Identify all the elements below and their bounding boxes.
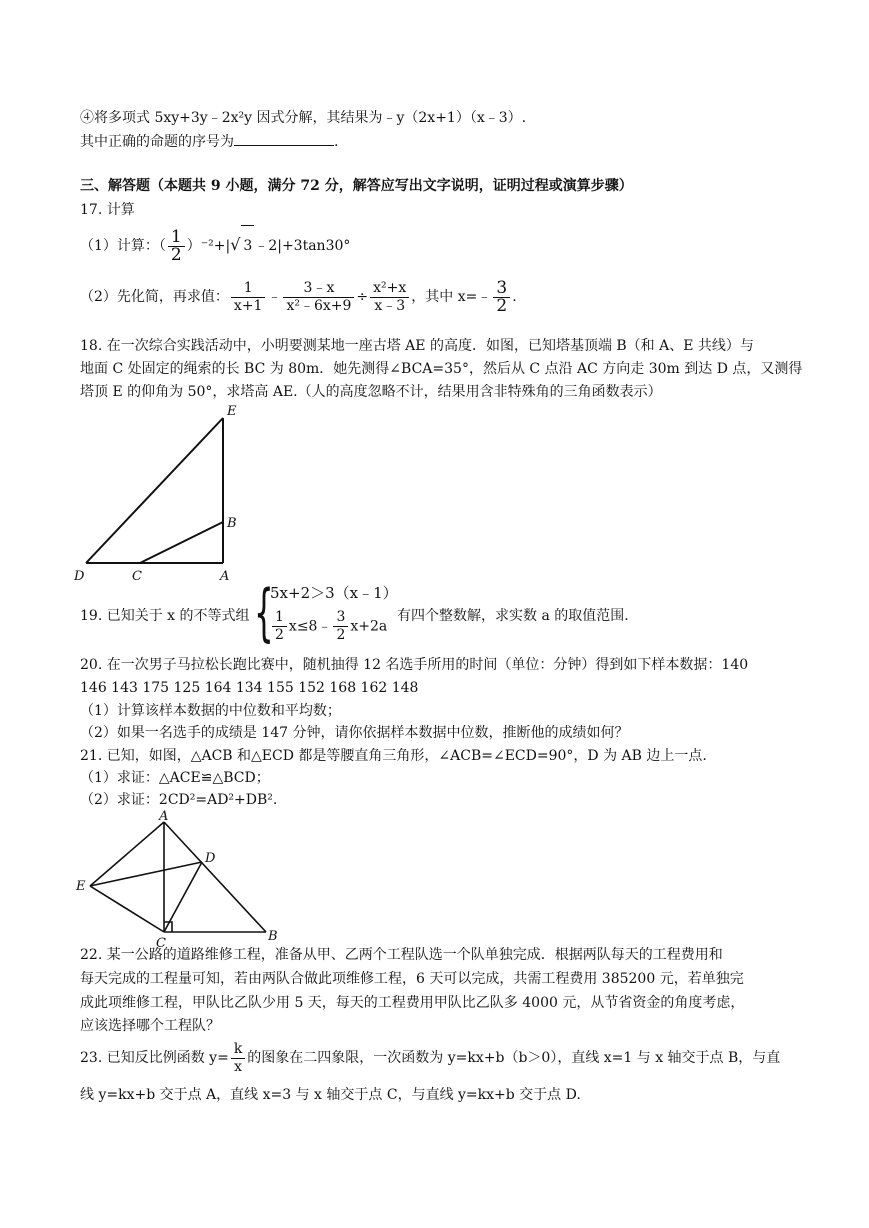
line-ab: [164, 822, 266, 932]
divide-sign: ÷: [356, 289, 369, 305]
q17-p1-tail: ﹣2|+3tan30°: [254, 238, 351, 254]
sqrt-sign: √: [230, 235, 241, 254]
answer-blank[interactable]: [234, 131, 334, 146]
q18-line3: 塔顶 E 的仰角为 50°，求塔高 AE.（人的高度忽略不计，结果用含非特殊角的三角函数表示）: [80, 384, 662, 400]
frac-den: 2: [275, 627, 284, 643]
q20-line3: （1）计算该样本数据的中位数和平均数；: [80, 703, 341, 719]
frac: [272, 609, 287, 644]
line-ed: [90, 862, 202, 886]
q22-line1: 22. 某一公路的道路维修工程，准备从甲、乙两个工程队选一个队单独完成．根据两队每天的工程费用和: [80, 947, 723, 963]
q23-line2: 线 y=kx+b 交于点 A，直线 x=3 与 x 轴交于点 C，与直线 y=kx+b 交于点 D.: [80, 1087, 581, 1103]
frac-num: k: [231, 1041, 245, 1059]
frac-den: 2: [336, 627, 346, 643]
q21-line2: （1）求证：△ACE≌△BCD；: [80, 770, 270, 786]
q19-row2: [270, 609, 387, 644]
q23-fraction: [231, 1041, 245, 1076]
q19-inequality-system: [254, 576, 398, 654]
q17-frac3: [370, 280, 409, 315]
q17-p2-mid: ，其中 x=﹣: [411, 289, 492, 305]
frac-den: 2: [496, 295, 508, 316]
q17-p2-prefix: （2）先化简，再求值：: [80, 289, 229, 305]
q22-line2: 每天完成的工程量可知，若由两队合做此项维修工程，6 天可以完成，共需工程费用 385200 元，若单独完: [80, 971, 744, 987]
frac-num: 1: [231, 280, 266, 298]
q17-part1: [80, 225, 350, 266]
label-a: A: [220, 569, 230, 584]
item4-answer-line: [80, 131, 338, 152]
q20-line2: 146 143 175 125 164 134 155 152 168 162 148: [80, 680, 419, 696]
brace-icon: {: [254, 576, 274, 649]
item4-line: ④将多项式 5xy+3y﹣2x²y 因式分解，其结果为﹣y（2x+1）（x﹣3）.: [80, 110, 527, 126]
q19-suffix: 有四个整数解，求实数 a 的取值范围.: [397, 608, 629, 624]
label-e: E: [227, 404, 237, 419]
q17-title: 17. 计算: [80, 202, 135, 218]
label-c: C: [132, 569, 142, 584]
q17-p1-fraction: [168, 226, 185, 265]
q19-row2-mid: x≤8﹣: [288, 618, 332, 635]
rope-bc: [140, 522, 223, 563]
label-c: C: [156, 936, 166, 950]
q22-line4: 应该选择哪个工程队？: [80, 1018, 220, 1034]
label-d: D: [205, 851, 216, 866]
q19-row1: 5x+2＞3（x﹣1）: [270, 584, 398, 602]
q17-p1-mid: ）⁻²+|: [186, 238, 231, 254]
section3-heading: 三、解答题（本题共 9 小题，满分 72 分，解答应写出文字说明，证明过程或演算步骤）: [80, 178, 633, 194]
line-ec: [90, 886, 164, 932]
frac: [333, 609, 348, 644]
line-de: [86, 418, 223, 563]
item4-answer-prefix: 其中正确的命题的序号为: [80, 134, 234, 150]
q17-p2-end: .: [512, 289, 517, 305]
q18-line2: 地面 C 处固定的绳索的长 BC 为 80m．她先测得∠BCA=35°，然后从 C 点沿 AC 方向走 30m 到达 D 点，又测得: [80, 361, 803, 377]
frac-den: x: [234, 1058, 242, 1075]
line-ea: [90, 822, 164, 886]
q23-line1: [80, 1040, 780, 1076]
frac-num: 3﹣x: [283, 280, 354, 298]
q20-line4: （2）如果一名选手的成绩是 147 分钟，请你依据样本数据中位数，推断他的成绩如何？: [80, 725, 629, 741]
frac-num: x²+x: [370, 280, 409, 298]
label-e: E: [76, 879, 86, 894]
label-b: B: [227, 516, 237, 531]
q23-line1-rest: 的图象在二四象限，一次函数为 y=kx+b（b＞0），直线 x=1 与 x 轴交于点 B，与直: [247, 1050, 781, 1066]
q18-line1: 18. 在一次综合实践活动中，小明要测某地一座古塔 AE 的高度．如图，已知塔基顶端 B（和 A、E 共线）与: [80, 338, 754, 354]
q19-row2-end: x+2a: [350, 618, 388, 635]
frac-den: 2: [170, 244, 182, 265]
q22-line3: 成此项维修工程，甲队比乙队少用 5 天，每天的工程费用甲队比乙队多 4000 元，从节省资金的角度考虑，: [80, 995, 745, 1011]
q17-p1-prefix: （1）计算：（: [80, 238, 166, 254]
q17-frac2: [283, 280, 354, 315]
q17-part2: [80, 277, 517, 317]
q19-prefix: 19. 已知关于 x 的不等式组: [80, 608, 250, 624]
q21-line1: 21. 已知，如图，△ACB 和△ECD 都是等腰直角三角形，∠ACB=∠ECD=90°，D 为 AB 边上一点.: [80, 748, 707, 764]
q18-tower-figure: [70, 400, 250, 585]
label-d: D: [74, 569, 85, 584]
q21-triangle-figure: [70, 810, 290, 950]
label-b: B: [268, 929, 278, 944]
q20-line1: 20. 在一次男子马拉松长跑比赛中，随机抽得 12 名选手所用的时间（单位：分钟）得到如下样本数据：140: [80, 657, 749, 673]
frac-den: x+1: [233, 297, 263, 314]
frac-num: 1: [272, 609, 287, 627]
frac-num: 3: [493, 280, 510, 298]
frac-num: 1: [168, 229, 185, 247]
label-a: A: [159, 810, 169, 824]
item4-answer-suffix: .: [334, 134, 339, 150]
q23-prefix: 23. 已知反比例函数 y=: [80, 1050, 229, 1066]
frac-den: x²﹣6x+9: [286, 297, 352, 314]
q17-frac4: [493, 277, 510, 316]
frac-num: 3: [333, 609, 348, 627]
frac-den: x﹣3: [374, 297, 406, 314]
minus-sign: ﹣: [267, 289, 282, 305]
q17-p1-sqrt: 3: [241, 225, 254, 266]
q21-line3: （2）求证：2CD²=AD²+DB².: [80, 792, 278, 808]
q17-frac1: [231, 280, 266, 315]
